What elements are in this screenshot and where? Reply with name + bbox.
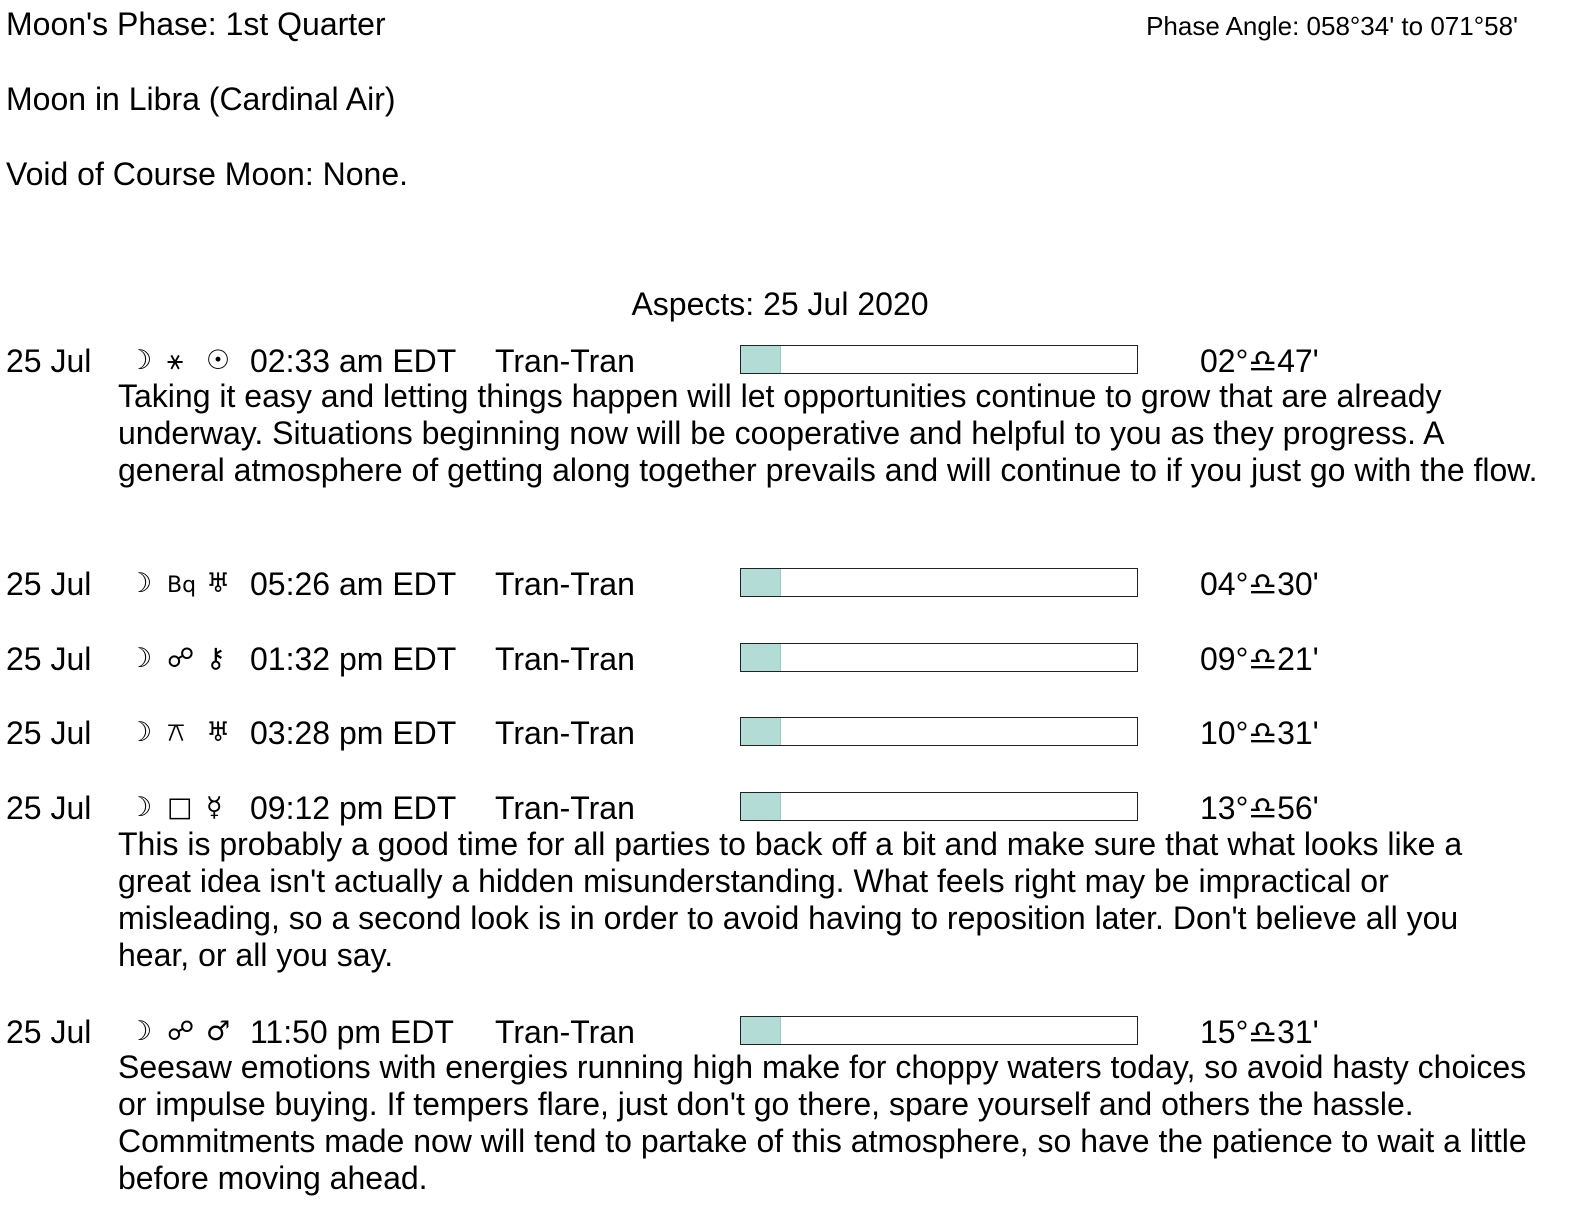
aspect-strength-fill [741, 569, 781, 596]
aspect-time: 11:50 pm EDT [250, 1014, 454, 1050]
aspect-date: 25 Jul [6, 343, 92, 379]
aspect-time: 03:28 pm EDT [250, 715, 457, 751]
aspect-date: 25 Jul [6, 715, 92, 751]
aspect-strength-fill [741, 1017, 781, 1044]
aspect-glyphs [128, 639, 245, 679]
aspect-strength-bar [740, 568, 1138, 597]
aspect-time: 09:12 pm EDT [250, 790, 457, 826]
moon-icon: ☽ [128, 643, 153, 674]
aspect-time: 02:33 am EDT [250, 343, 457, 379]
aspect-type: Tran-Tran [495, 641, 635, 677]
aspect-row [0, 639, 1584, 679]
aspect-type: Tran-Tran [495, 715, 635, 751]
aspect-type: Tran-Tran [495, 343, 635, 379]
void-of-course-label: Void of Course Moon: None. [6, 156, 409, 192]
aspect-position: 02°♎47' [1200, 343, 1319, 379]
aspect-row [0, 341, 1584, 381]
aspect-type: Tran-Tran [495, 790, 635, 826]
aspect-date: 25 Jul [6, 790, 92, 826]
aspect-position: 15°♎31' [1200, 1014, 1319, 1050]
aspect-row [0, 788, 1584, 828]
aspect-strength-fill [741, 718, 781, 745]
aspect-strength-bar [740, 717, 1138, 746]
moon-sign-label: Moon in Libra (Cardinal Air) [6, 81, 396, 117]
aspect-strength-fill [741, 346, 781, 373]
aspect-glyphs [128, 1012, 245, 1052]
aspect-description: Taking it easy and letting things happen will let opportunities continue to grow that are already underway. Situations beginning now will be cooperative and helpful to you as they progress. A general atmosphere of getting along together prevails and will continue to if you just go with the flow. [118, 378, 1538, 488]
aspect-position: 09°♎21' [1200, 641, 1319, 677]
aspect-strength-bar [740, 1016, 1138, 1045]
aspect-glyphs [128, 788, 245, 828]
phase-angle-label: Phase Angle: 058°34' to 071°58' [1146, 11, 1518, 41]
aspect-row [0, 1012, 1584, 1052]
aspect-description: Seesaw emotions with energies running high make for choppy waters today, so avoid hasty choices or impulse buying. If tempers flare, just don't go there, spare yourself and others the hassle. Commitments made now will tend to partake of this atmosphere, so have the patience to wait a little before moving ahead. [118, 1049, 1527, 1196]
uranus-icon: ♅ [206, 568, 231, 599]
mercury-icon: ☿ [206, 792, 223, 823]
sextile-icon: ⚹ [167, 345, 184, 376]
moon-icon: ☽ [128, 1016, 153, 1047]
aspect-strength-bar [740, 792, 1138, 821]
sun-icon: ☉ [206, 345, 231, 376]
moon-phase-label: Moon's Phase: 1st Quarter [6, 6, 386, 42]
aspect-type: Tran-Tran [495, 1014, 635, 1050]
aspect-description: This is probably a good time for all parties to back off a bit and make sure that what looks like a great idea isn't actually a hidden misunderstanding. What feels right may be impractical or misleading, so a second look is in order to avoid having to reposition later. Don't believe all you hear, or all you say. [118, 826, 1463, 973]
uranus-icon: ♅ [206, 717, 231, 748]
quincunx-icon: ⚻ [167, 717, 185, 748]
moon-icon: ☽ [128, 792, 153, 823]
aspect-strength-bar [740, 643, 1138, 672]
aspect-date: 25 Jul [6, 641, 92, 677]
aspect-strength-fill [741, 644, 781, 671]
aspect-glyphs [128, 564, 245, 606]
aspect-row [0, 713, 1584, 753]
moon-icon: ☽ [128, 345, 153, 376]
moon-icon: ☽ [128, 717, 153, 748]
aspect-strength-bar [740, 345, 1138, 374]
biquintile-icon: Bq [167, 573, 197, 598]
aspects-title: Aspects: 25 Jul 2020 [631, 286, 929, 322]
aspect-glyphs [128, 341, 245, 381]
square-icon: □ [167, 792, 193, 823]
aspect-position: 04°♎30' [1200, 566, 1319, 602]
opposition-icon: ☍ [167, 643, 195, 674]
opposition-icon: ☍ [167, 1016, 195, 1047]
moon-icon: ☽ [128, 568, 153, 599]
aspect-position: 13°♎56' [1200, 790, 1319, 826]
mars-icon: ♂ [206, 1016, 231, 1047]
aspect-time: 05:26 am EDT [250, 566, 457, 602]
aspect-position: 10°♎31' [1200, 715, 1319, 751]
aspect-time: 01:32 pm EDT [250, 641, 457, 677]
aspect-date: 25 Jul [6, 566, 92, 602]
aspect-strength-fill [741, 793, 781, 820]
aspect-type: Tran-Tran [495, 566, 635, 602]
aspect-date: 25 Jul [6, 1014, 92, 1050]
chiron-icon: ⚷ [206, 643, 226, 674]
aspect-row [0, 564, 1584, 604]
aspect-glyphs [128, 713, 245, 753]
